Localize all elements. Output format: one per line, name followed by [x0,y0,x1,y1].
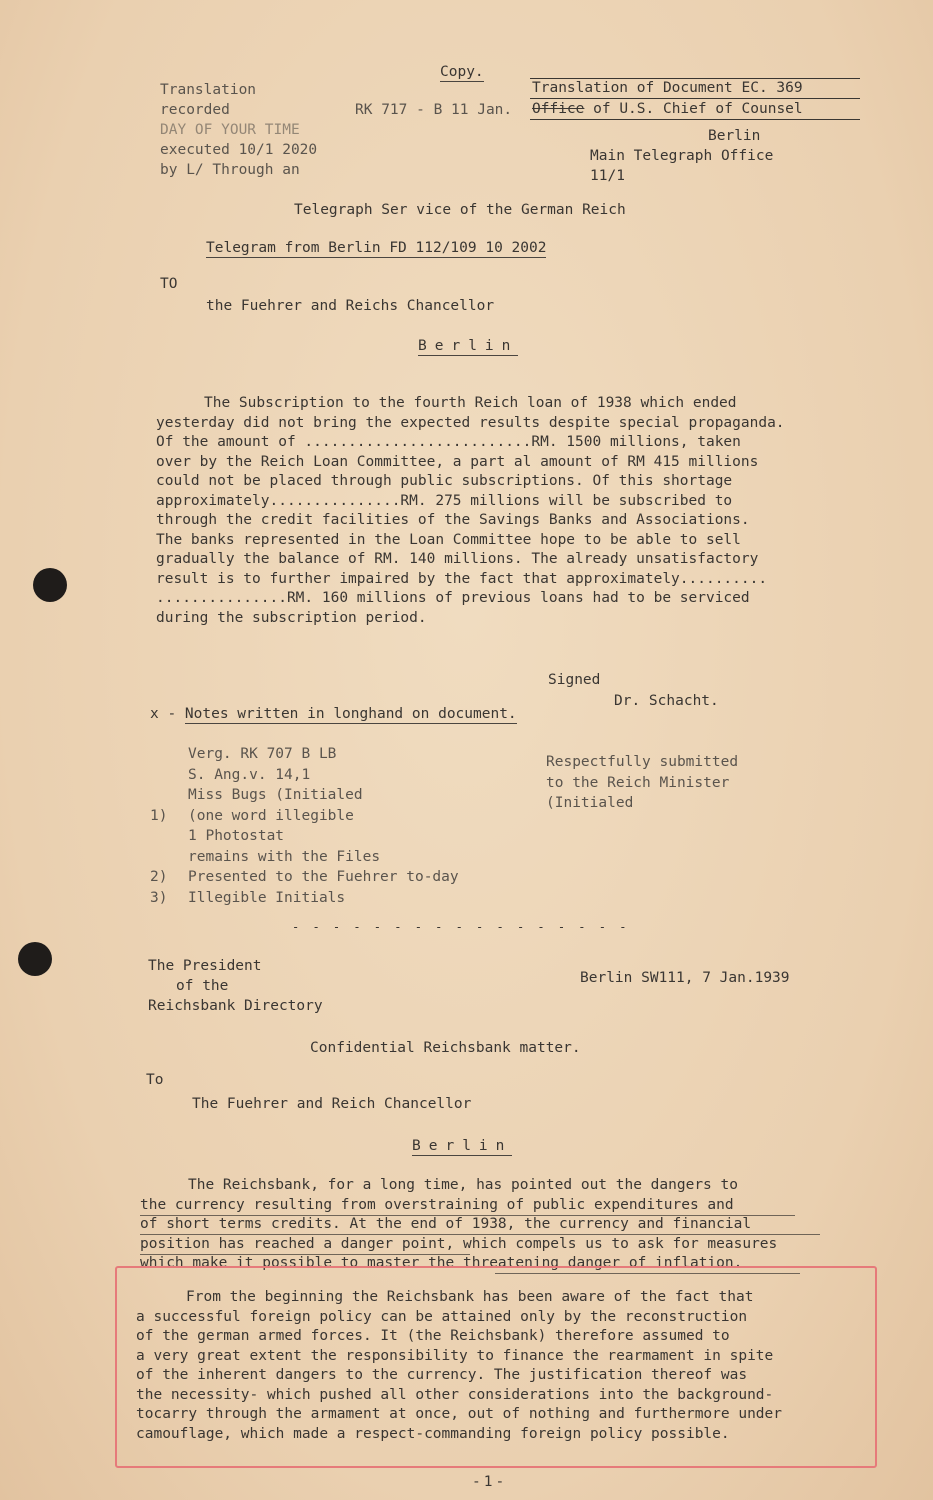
signer-name: Dr. Schacht. [614,693,719,709]
header-date: 11/1 [590,168,625,184]
stamp-line: DAY OF YOUR TIME [160,122,300,138]
letter-to-label: To [146,1072,164,1088]
note-line: 2) Presented to the Fuehrer to-day [150,869,459,885]
header-city: Berlin [708,128,761,144]
letter-paragraph-1 [140,1176,850,1274]
para2-line: From the beginning the Reichsbank has been aware of the fact that [186,1289,754,1305]
body-line: gradually the balance of RM. 140 millions. The already unsatisfactory [156,551,759,567]
emphasis-underline [140,1234,820,1235]
punch-hole-lower [18,942,52,976]
stamp-line: recorded [160,102,230,118]
note-right-line: Respectfully submitted [546,754,739,770]
para2-line: a successful foreign policy can be attained only by the reconstruction [136,1308,748,1325]
telegraph-service: Telegraph Ser vice of the German Reich [294,202,626,218]
body-line: approximately...............RM. 275 millions will be subscribed to [156,492,733,509]
note-line: Miss Bugs (Initialed [188,787,363,803]
letter-sender [148,956,323,1016]
note-line: remains with the Files [188,848,381,865]
letter-paragraph-2 [136,1288,856,1444]
title-rule-top [530,78,860,79]
punch-hole-upper [33,568,67,602]
office-struck: Office [532,101,585,117]
para2-line: camouflage, which made a respect-commanding foreign policy possible. [136,1425,730,1442]
telegram-body [156,394,856,628]
letter-city: Berlin [412,1138,513,1154]
telegram-addressee: the Fuehrer and Reichs Chancellor [206,298,495,314]
sender-line: of the [176,978,229,994]
body-line: Of the amount of ..........................RM. 1500 millions, taken [156,434,741,450]
header-right-block [590,126,773,186]
para2-line: the necessity- which pushed all other considerations into the background- [136,1386,774,1403]
note-line: 3) Illegible Initials [150,889,346,906]
letter-confidential: Confidential Reichsbank matter. [310,1040,581,1056]
para1-line: which make it possible to master the threatening danger of inflation. [140,1255,743,1271]
title-rule-mid [530,98,860,99]
notes-left-column [150,744,459,908]
para1-line: position has reached a danger point, which compels us to ask for measures [140,1235,778,1252]
body-line: during the subscription period. [156,609,427,626]
copy-label: Copy. [440,64,484,80]
letter-date: Berlin SW111, 7 Jan.1939 [580,970,790,986]
note-line: 1) (one word illegible [150,807,354,824]
body-line: could not be placed through public subscriptions. Of this shortage [156,473,733,489]
telegram-city: Berlin [418,338,519,354]
body-line: ...............RM. 160 millions of previous loans had to be serviced [156,590,750,606]
body-line: The banks represented in the Loan Committee hope to be able to sell [156,531,741,548]
notes-right-column [546,752,738,814]
para2-line: of the inherent dangers to the currency. The justification thereof was [136,1367,748,1383]
section-separator: - - - - - - - - - - - - - - - - - [292,920,630,934]
note-line: S. Ang.v. 14,1 [188,766,311,783]
para1-line: of short terms credits. At the end of 1938, the currency and financial [140,1216,752,1232]
sender-line: Reichsbank Directory [148,998,323,1014]
telegram-reference: RK 717 - B 11 Jan. [355,102,513,118]
office-rest: of U.S. Chief of Counsel [593,101,803,117]
letter-addressee: The Fuehrer and Reich Chancellor [192,1096,472,1112]
sender-line: The President [148,958,262,974]
stamp-line: executed 10/1 2020 [160,142,318,158]
note-right-line: (Initialed [546,795,634,811]
note-right-line: to the Reich Minister [546,774,730,791]
notes-heading-text: Notes written in longhand on document. [184,706,517,722]
body-line: through the credit facilities of the Savings Banks and Associations. [156,512,750,528]
signed-label: Signed [548,672,601,688]
stamp-line: by L/ Through an [160,162,300,178]
header-office: Main Telegraph Office [590,148,774,164]
translation-stamp [160,80,317,180]
telegram-from: Telegram from Berlin FD 112/109 10 2002 [206,240,547,256]
title-rule-bottom [530,119,860,120]
notes-heading-prefix: x - [150,706,185,722]
telegram-to-label: TO [160,276,178,292]
note-line: 1 Photostat [188,828,285,844]
stamp-line: Translation [160,82,257,98]
body-line: over by the Reich Loan Committee, a part al amount of RM 415 millions [156,453,759,470]
emphasis-underline [140,1215,795,1216]
body-line: result is to further impaired by the fact that approximately.......... [156,570,768,587]
note-line: Verg. RK 707 B LB [188,746,337,762]
body-line: yesterday did not bring the expected results despite special propaganda. [156,414,785,431]
page-number: -1- [472,1474,508,1490]
para2-line: tocarry through the armament at once, out of nothing and furthermore under [136,1406,783,1422]
office-line [532,101,803,117]
para2-line: a very great extent the responsibility to finance the rearmament in spite [136,1347,774,1364]
notes-heading [150,706,517,722]
para2-line: of the german armed forces. It (the Reichsbank) therefore assumed to [136,1328,730,1344]
para1-line: The Reichsbank, for a long time, has pointed out the dangers to [188,1177,738,1193]
emphasis-underline [140,1254,470,1255]
document-title: Translation of Document EC. 369 [532,80,803,96]
body-line: The Subscription to the fourth Reich loan of 1938 which ended [204,395,737,411]
para1-line: the currency resulting from overstraining of public expenditures and [140,1196,734,1213]
